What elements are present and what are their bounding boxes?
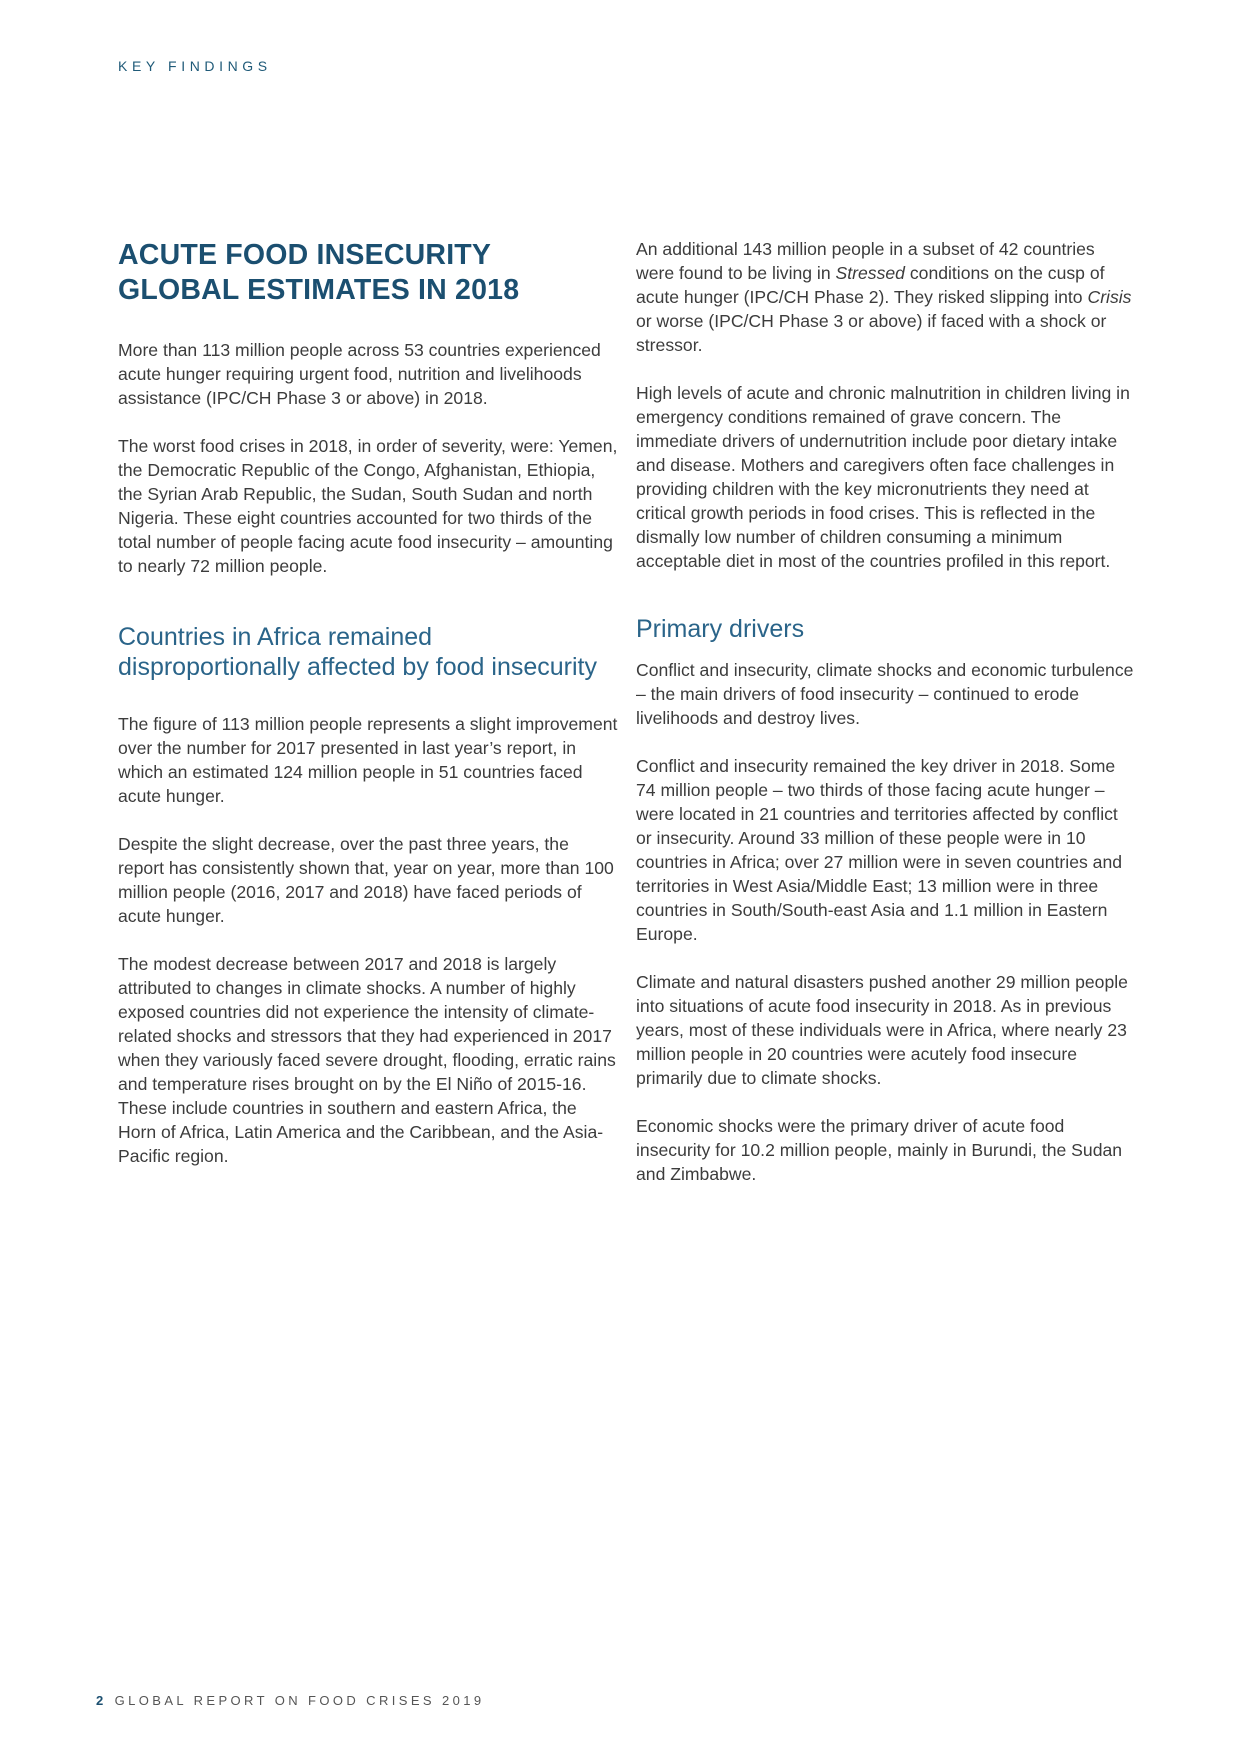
intro-paragraph: More than 113 million people across 53 countries experienced acute hunger requiring urgent food, nutrition and livelihoods assistance (IPC/CH Phase 3 or above) in 2018.: [118, 340, 601, 408]
crisis-term: Crisis: [1087, 287, 1132, 307]
right-column: [636, 237, 1136, 1186]
economic-shocks-paragraph: Economic shocks were the primary driver of acute food insecurity for 10.2 million people, mainly in Burundi, the Sudan and Zimbabwe.: [636, 1116, 1123, 1184]
page-footer: [96, 1693, 485, 1708]
page-number: 2: [96, 1693, 107, 1708]
page-title-line-2: GLOBAL ESTIMATES IN 2018: [118, 274, 520, 306]
publication-title: GLOBAL REPORT ON FOOD CRISES 2019: [114, 1693, 485, 1708]
page-title: [118, 238, 618, 308]
worst-crises-paragraph: The worst food crises in 2018, in order of severity, were: Yemen, the Democratic Republic of the Congo, Afghanistan, Ethiopia, the Syrian Arab Republic, the Sudan, South Sudan and north Nigeria. These eight countries accounted for two thirds of the total number of people facing acute food insecurity – amounting to nearly 72 million people.: [118, 436, 618, 576]
climate-shocks-paragraph: The modest decrease between 2017 and 2018 is largely attributed to changes in climate shocks. A number of highly exposed countries did not experience the intensity of climate-related shocks and stressors that they had experienced in 2017 when they variously faced severe drought, flooding, erratic rains and temperature rises brought on by the El Niño of 2015-16. These include countries in southern and eastern Africa, the Horn of Africa, Latin America and the Caribbean, and the Asia-Pacific region.: [118, 954, 616, 1166]
africa-subheading: Countries in Africa remained disproportionally affected by food insecurity: [118, 623, 597, 681]
section-label: KEY FINDINGS: [118, 58, 272, 74]
climate-disasters-paragraph: Climate and natural disasters pushed another 29 million people into situations of acute food insecurity in 2018. As in previous years, most of these individuals were in Africa, where nearly 23 million people in 20 countries were acutely food insecure primarily due to climate shocks.: [636, 972, 1128, 1088]
stressed-term: Stressed: [835, 263, 905, 283]
primary-drivers-subheading: Primary drivers: [636, 615, 805, 643]
stressed-paragraph: An additional 143 million people in a subset of 42 countries were found to be living in Stressed conditions on the cusp of acute hunger (IPC/CH Phase 2). They risked slipping into Crisis or worse (IPC/CH Phase 3 or above) if faced with a shock or stressor.: [636, 239, 1132, 355]
page-title-line-1: ACUTE FOOD INSECURITY: [118, 239, 492, 271]
drivers-intro-paragraph: Conflict and insecurity, climate shocks and economic turbulence – the main drivers of food insecurity – continued to erode livelihoods and destroy lives.: [636, 660, 1134, 728]
left-column: [118, 238, 618, 1168]
figure-comparison-paragraph: The figure of 113 million people represents a slight improvement over the number for 2017 presented in last year’s report, in which an estimated 124 million people in 51 countries faced acute hunger.: [118, 714, 618, 806]
conflict-paragraph: Conflict and insecurity remained the key driver in 2018. Some 74 million people – two thirds of those facing acute hunger – were located in 21 countries and territories affected by conflict or insecurity. Around 33 million of these people were in 10 countries in Africa; over 27 million were in seven countries and territories in West Asia/Middle East; 13 million were in three countries in South/South-east Asia and 1.1 million in Eastern Europe.: [636, 756, 1123, 944]
malnutrition-paragraph: High levels of acute and chronic malnutrition in children living in emergency conditions remained of grave concern. The immediate drivers of undernutrition include poor dietary intake and disease. Mothers and caregivers often face challenges in providing children with the key micronutrients they need at critical growth periods in food crises. This is reflected in the dismally low number of children consuming a minimum acceptable diet in most of the countries profiled in this report.: [636, 383, 1130, 571]
three-year-trend-paragraph: Despite the slight decrease, over the past three years, the report has consistently shown that, year on year, more than 100 million people (2016, 2017 and 2018) have faced periods of acute hunger.: [118, 834, 614, 926]
